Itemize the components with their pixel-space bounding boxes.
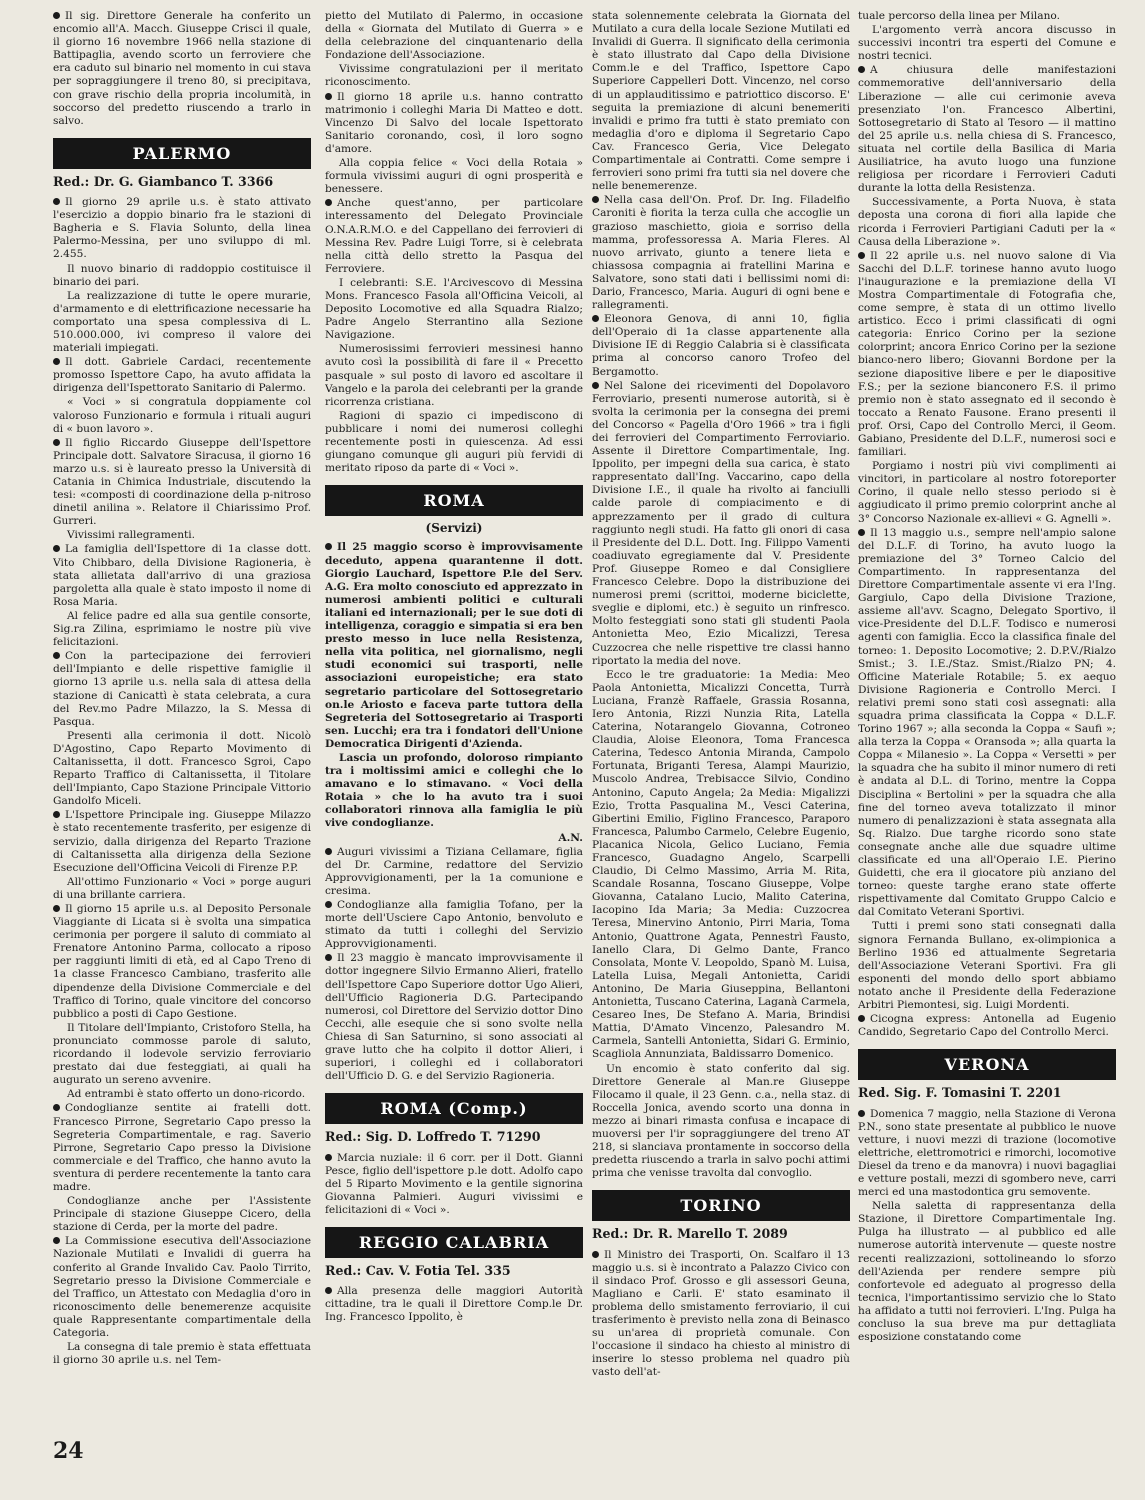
article-paragraph: Il giorno 18 aprile u.s. hanno contratto matrimonio i colleghi Maria Di Matteo e dott. Vincenzo Di Salvo del locale Ispettorato Sanitario coronando, così, il loro sogno d'amore. [325, 90, 583, 155]
article-paragraph: Il figlio Riccardo Giuseppe dell'Ispettore Principale dott. Salvatore Siracusa, il giorno 16 marzo u.s. si è laureato presso la Università di Catania in Chimica Industriale, discutendo la tesi: «composti di coordinazione della p-nitroso dinetil anilina ». Relatore il Chiarissimo Prof. Gurreri. [53, 436, 311, 528]
article-paragraph: Numerosissimi ferrovieri messinesi hanno avuto così la possibilità di fare il « Precetto pasquale » sul posto di lavoro ed ascoltare il Vangelo e la parola dei celebranti per la grande ricorrenza cristiana. [325, 343, 583, 408]
bullet-icon [592, 315, 599, 322]
article-paragraph: tuale percorso della linea per Milano. [858, 10, 1060, 22]
article-paragraph: pietto del Mutilato di Palermo, in occasione della « Giornata del Mutilato di Guerra » e della celebrazione del cinquantenario della Fondazione dell'Associazione. [325, 10, 583, 62]
section-banner-verona: VERONA [858, 1049, 1116, 1080]
article-paragraph: Al felice padre ed alla sua gentile consorte, Sig.ra Zilina, esprimiamo le nostre più vive felicitazioni. [53, 609, 311, 649]
article-paragraph: Alla coppia felice « Voci della Rotaia » formula vivissimi auguri di ogni prosperità e benessere. [325, 157, 583, 196]
article-paragraph: Il dott. Gabriele Cardaci, recentemente promosso Ispettore Capo, ha avuto affidata la dirigenza dell'Ispettorato Sanitario di Palermo. [53, 356, 311, 395]
column-3 [592, 10, 850, 1428]
bullet-icon [592, 1251, 599, 1258]
article-paragraph: Eleonora Genova, di anni 10, figlia dell'Operaio di 1a classe appartenente alla Divisione IE di Reggio Calabria si è classificata prima al concorso canoro Trofeo del Bergamotto. [592, 313, 850, 378]
bullet-icon [53, 439, 60, 446]
column-4 [858, 10, 1116, 1428]
article-paragraph: I celebranti: S.E. l'Arcivescovo di Messina Mons. Francesco Fasola all'Officina Veicoli, al Deposito Locomotive ed alla Squadra Rialzo; Padre Angelo Sterrantino alla Sezione Navigazione. [325, 276, 583, 342]
article-paragraph: Un encomio è stato conferito dal sig. Direttore Generale al Man.re Giuseppe Filocamo il quale, il 23 Genn. c.a., nella staz. di Roccella Jonica, avendo scorto una donna in mezzo ai binari rimasta confusa e incapace di muoversi per l'ir sopraggiungere del treno AT 218, si slanciava prontamente in soccorso della predetta riuscendo a trarla in salvo pochi attimi prima che venisse travolta dal convoglio. [592, 1062, 850, 1180]
bullet-icon [53, 358, 60, 365]
article-paragraph: Il Titolare dell'Impianto, Cristoforo Stella, ha pronunciato commosse parole di saluto, ricordando il lodevole servizio ferroviario prestato dai due festeggiati, ai quali ha augurato un sereno avvenire. [53, 1021, 311, 1087]
section-banner-torino: TORINO [592, 1190, 850, 1221]
article-paragraph: Condoglianze anche per l'Assistente Principale di stazione Giuseppe Cicero, della stazione di Cerda, per la morte del padre. [53, 1195, 311, 1234]
bullet-icon [325, 954, 332, 961]
column-1 [53, 10, 311, 1428]
bullet-icon [53, 545, 60, 552]
article-paragraph: All'ottimo Funzionario « Voci » porge auguri di una brillante carriera. [53, 875, 311, 901]
article-paragraph: Successivamente, a Porta Nuova, è stata deposta una corona di fiori alla lapide che ricorda i Ferrovieri Partigiani Caduti per la « Causa della Liberazione ». [858, 196, 1116, 248]
section-editor-torino: Red.: Dr. R. Marello T. 2089 [592, 1226, 788, 1242]
bullet-icon [858, 66, 865, 73]
article-paragraph: Il 23 maggio è mancato improvvisamente il dottor ingegnere Silvio Ermanno Alieri, fratello dell'Ispettore Capo Superiore dottor Ugo Alieri, dell'Ufficio Ragioneria D.G. Partecipando numerosi, col Direttore del Servizio dottor Dino Cecchi, alle esequie che si sono svolte nella Chiesa di San Saturnino, si sono associati al grave lutto che ha colpito il dottor Alieri, i superiori, i colleghi ed i collaboratori dell'Ufficio D. G. e del Servizio Ragioneria. [325, 952, 583, 1083]
bullet-icon [53, 652, 60, 659]
article-paragraph: Il giorno 15 aprile u.s. al Deposito Personale Viaggiante di Licata si è svolta una simpatica cerimonia per porgere il saluto di commiato al Frenatore Antonino Parma, collocato a riposo per raggiunti limiti di età, ed al Capo Treno di 1a classe Francesco Cambiano, trasferito alle dipendenze della Divisione Commerciale e del Traffico di Torino, quale vincitore del concorso pubblico a posti di Capo Gestione. [53, 903, 311, 1020]
article-encomio-crisci: Il sig. Direttore Generale ha conferito un encomio all'A. Macch. Giuseppe Crisci il quale, il giorno 16 novembre 1966 nella stazione di Battipaglia, avendo scorto un ferroviere che era caduto sul binario nel momento in cui stava per sopraggiungere il treno 80, si precipitava, con grave rischio della propria incolumità, in soccorso del predetto riuscendo a trarlo in salvo. [53, 10, 311, 127]
bullet-icon [53, 1104, 60, 1111]
section-editor-verona: Red. Sig. F. Tomasini T. 2201 [858, 1085, 1062, 1101]
section-banner-roma-comp: ROMA (Comp.) [325, 1093, 583, 1124]
article-paragraph: Nella saletta di rappresentanza della Stazione, il Direttore Compartimentale Ing. Pulga ha illustrato — al pubblico ed alle numerose autorità intervenute — queste nostre recenti realizzazioni, sottolineando lo sforzo dell'Azienda per rendere sempre più confortevole ed adeguato al progresso della tecnica, l'importantissimo servizio che lo Stato ha affidato a tutti noi ferrovieri. L'Ing. Pulga ha concluso la sua breve ma pur dettagliata esposizione constatando come [858, 1200, 1116, 1344]
article-paragraph: Vivissimi rallegramenti. [67, 529, 196, 542]
article-paragraph: Ragioni di spazio ci impediscono di pubblicare i nomi dei numerosi colleghi recentemente posti in quiescenza. Ad essi giungano comunque gli auguri più fervidi di meritato riposo da parte di « Voci ». [325, 409, 583, 475]
article-paragraph: Marcia nuziale: il 6 corr. per il Dott. Gianni Pesce, figlio dell'ispettore p.le dott. Adolfo capo del 5 Riparto Movimento e la gentile signorina Giovanna Palmieri. Auguri vivissimi e felicitazioni di « Voci ». [325, 1151, 583, 1216]
article-paragraph: Domenica 7 maggio, nella Stazione di Verona P.N., sono state presentate al pubblico le nuove vetture, i nuovi mezzi di trazione (locomotive elettriche, elettromotrici e rimorchi, locomotive Diesel da treno e da manovra) i nuovi bagagliai e vetture postali, mezzi di sgombero neve, carri merci ed una mastodontica gru semovente. [858, 1107, 1116, 1199]
bullet-icon [53, 1237, 60, 1244]
bullet-icon [53, 811, 60, 818]
section-banner-reggio-calabria: REGGIO CALABRIA [325, 1227, 583, 1258]
article-paragraph: Nella casa dell'On. Prof. Dr. Ing. Filadelfio Caroniti è fiorita la terza culla che accoglie un grazioso maschietto, gioia e sorriso della mamma, professoressa A. Maria Fleres. Al nuovo arrivato, giunto a tenere lieta e chiassosa compagnia ai fratellini Marina e Salvatore, sono stati dati i bellissimi nomi di: Dario, Francesco, Maria. Auguri di ogni bene e rallegramenti. [592, 194, 850, 312]
article-paragraph: La realizzazione di tutte le opere murarie, d'armamento e di elettrificazione necessarie ha comportato una spesa complessiva di L. 510.000.000, ivi compreso il valore dei materiali impiegati. [53, 289, 311, 355]
article-paragraph: Il 13 maggio u.s., sempre nell'ampio salone del D.L.F. di Torino, ha avuto luogo la premiazione del 3° Torneo Calcio del Compartimento. In rappresentanza del Direttore Compartimentale assente vi era l'Ing. Gargiulo, Capo della Divisione Trazione, assieme all'avv. Scagno, Delegato Sportivo, il vice-Presidente del D.L.F. Todisco e numerosi agenti con famiglia. Ecco la classifica finale del torneo: 1. Deposito Locomotive; 2. D.P.V./Rialzo Smist.; 3. I.E./Staz. Smist./Rialzo PN; 4. Officine Materiale Rotabile; 5. ex aequo Divisione Ragioneria e Controllo Merci. I relativi premi sono stati così assegnati: alla squadra prima classificata la Coppa « D.L.F. Torino 1967 »; alla seconda la Coppa « Saufi »; alla terza la Coppa « Oransoda »; alla quarta la Coppa « Milanesio ». La Coppa « Versetti » per la squadra che ha subito il minor numero di reti è andata al D.L. di Torino, mentre la Coppa Disciplina « Bertolini » per la squadra che alla fine del torneo aveva totalizzato il minor numero di penalizzazioni è stata assegnata alla Sq. Rialzo. Due targhe ricordo sono state consegnate anche alle due squadre ultime classificate ed una all'Operaio I.E. Pierino Guidetti, che era il giocatore più anziano del torneo: queste targhe erano state offerte rispettivamente dal Comitato Gruppo Calcio e dal Comitato Veterani Sportivi. [858, 526, 1116, 919]
article-paragraph: « Voci » si congratula doppiamente col valoroso Funzionario e formula i rituali auguri di « buon lavoro ». [53, 396, 311, 435]
article-paragraph: Anche quest'anno, per particolare interessamento del Delegato Provinciale O.N.A.R.M.O. e del Cappellano dei ferrovieri di Messina Rev. Padre Luigi Torre, si è celebrata nella città dello stretto la Pasqua del Ferroviere. [325, 197, 583, 275]
article-paragraph: Alla presenza delle maggiori Autorità cittadine, tra le quali il Direttore Comp.le Dr. Ing. Francesco Ippolito, è [325, 1285, 583, 1324]
article-paragraph: Il 22 aprile u.s. nel nuovo salone di Via Sacchi del D.L.F. torinese hanno avuto luogo l'inaugurazione e la premiazione della VI Mostra Compartimentale di Fotografia che, come sempre, è stata di un ottimo livello artistico. Ecco i primi classificati di ogni categoria: Enrico Corino per la sezione colorprint; ancora Enrico Corino per la sezione bianco-nero libero; Giovanni Bordone per la sezione diapositive libere e per le diapositive F.S.; per la sezione bianconero F.S. il primo premio non è stato assegnato ed il secondo è toccato a Renato Fausone. Erano presenti il prof. Orsi, Capo del Controllo Merci, il Geom. Gabiano, Presidente del D.L.F., numerosi soci e familiari. [858, 249, 1116, 459]
article-paragraph: Il 25 maggio scorso è improvvisamente deceduto, appena quarantenne il dott. Giorgio Lauchard, Ispettore P.le del Serv. A.G. Era molto conosciuto ed apprezzato in numerosi ambienti politici e culturali italiani ed internazionali; per le sue doti di intelligenza, coraggio e simpatia si era ben presto messo in luce nella Resistenza, nella vita politica, nel giornalismo, negli studi economici sui trasporti, nelle associazioni europeistiche; era stato segretario particolare del Sottosegretario on.le Ariosto e faceva parte tuttora della Segreteria del Sottosegretario ai Trasporti sen. Lucchi; era tra i fondatori dell'Unione Democratica Dirigenti d'Azienda. [325, 541, 583, 750]
article-paragraph: stata solennemente celebrata la Giornata del Mutilato a cura della locale Sezione Mutilati ed Invalidi di Guerra. Il significato della cerimonia è stato illustrato dal Capo della Divisione Comm.le e del Traffico, Ispettore Capo Superiore Cappelleri Dott. Vincenzo, nel corso di un applauditissimo e patriottico discorso. E' seguita la premiazione di alcuni benemeriti invalidi e primo fra tutti è stato premiato con medaglia d'oro e diploma il Segretario Capo Cav. Francesco Geria, Vice Delegato Compartimentale ai Contratti. Come sempre i ferrovieri sono primi fra tutti sia nel dovere che nelle benemerenze. [592, 10, 850, 193]
article-paragraph: Ecco le tre graduatorie: 1a Media: Meo Paola Antonietta, Micalizzi Concetta, Turrà Luciana, Franzè Raffaele, Grassia Rosanna, Iero Antonia, Rizzi Nunzia Rita, Latella Caterina, Notarangelo Giovanna, Cotroneo Claudia, Aloise Eleonora, Toma Francesca Caterina, Tedesco Antonia Miranda, Campolo Fortunata, Briganti Teresa, Alampi Maurizio, Muscolo Andrea, Trebisacce Silvio, Condino Antonino, Caputo Angela; 2a Media: Migalizzi Ezio, Trotta Pasqualina M., Vesci Caterina, Gibertini Emilio, Figlino Francesco, Paraporo Francesca, Palumbo Carmelo, Celebre Eugenio, Placanica Nicola, Gelico Luciano, Femia Francesco, Guadagno Angelo, Scarpelli Claudio, Di Celmo Massimo, Arria M. Rita, Scandale Rosanna, Toscano Giuseppe, Volpe Giovanna, Catalano Lucio, Malito Caterina, Iacopino Ida Maria; 3a Media: Cuzzocrea Teresa, Minervino Antonio, Pirri Maria, Toma Antonio, Quattrone Agata, Pennestrì Fausto, Ianello Clara, Di Gelmo Dante, Franco Consolata, Monte V. Leopoldo, Spanò M. Luisa, Latella Luisa, Megali Antonietta, Caridi Antonino, De Maria Giuseppina, Bellantoni Antonietta, Tuscano Caterina, Laganà Carmela, Cesareo Ines, De Stefano A. Maria, Brindisi Mattia, D'Amato Vincenzo, Palesandro M. Carmela, Santelli Antonietta, Sidari G. Erminio, Scagliola Annunziata, Baldissarro Domenico. [592, 668, 850, 1061]
bullet-icon [858, 1015, 865, 1022]
article-paragraph: Ad entrambi è stato offerto un dono-ricordo. [67, 1088, 306, 1101]
article-paragraph: L'argomento verrà ancora discusso in successivi incontri tra esperti del Comune e nostri tecnici. [858, 24, 1116, 63]
article-paragraph: L'Ispettore Principale ing. Giuseppe Milazzo è stato recentemente trasferito, per esigenze di servizio, dalla dirigenza del Reparto Trazione di Caltanissetta alla dirigenza della Sezione Esecuzione dell'Officina Veicoli di Firenze P.P. [53, 809, 311, 874]
article-paragraph: Porgiamo i nostri più vivi complimenti ai vincitori, in particolare al nostro fotoreporter Corino, il quale nello stesso periodo si è aggiudicato il primo premio colorprint anche al 3° Concorso Nazionale ex-allievi « G. Agnelli ». [858, 460, 1116, 525]
section-editor-roma-comp: Red.: Sig. D. Loffredo T. 71290 [325, 1129, 541, 1145]
bullet-icon [325, 543, 332, 550]
article-paragraph: Il giorno 29 aprile u.s. è stato attivato l'esercizio a doppio binario fra le stazioni di Bagheria e S. Flavia Solunto, della linea Palermo-Messina, per uno sviluppo di ml. 2.455. [53, 196, 311, 261]
article-paragraph: A chiusura delle manifestazioni commemorative dell'anniversario della Liberazione — alle cui cerimonie aveva presenziato l'on. Francesco Albertini, Sottosegretario di Stato al Tesoro — il mattino del 25 aprile u.s. nella chiesa di S. Francesco, situata nel cortile della Basilica di Maria Ausiliatrice, ha avuto luogo una funzione religiosa per ricordare i Ferrovieri Caduti durante la lotta della Resistenza. [858, 64, 1116, 195]
bullet-icon [325, 901, 332, 908]
bullet-icon [53, 905, 60, 912]
article-paragraph: Auguri vivissimi a Tiziana Cellamare, figlia del Dr. Carmine, redattore del Servizio Approvvigionamenti, per la 1a comunione e cresima. [325, 845, 583, 897]
section-banner-palermo: PALERMO [53, 138, 311, 169]
article-paragraph: Condoglianze sentite ai fratelli dott. Francesco Pirrone, Segretario Capo presso la Segreteria Compartimentale, e rag. Saverio Pirrone, Segretario Capo presso la Divisione commerciale e del Traffico, che hanno avuto la sventura di perdere recentemente la tanto cara madre. [53, 1102, 311, 1193]
article-paragraph: La Commissione esecutiva dell'Associazione Nazionale Mutilati e Invalidi di guerra ha conferito al Grande Invalido Cav. Paolo Tirrito, Segretario presso la Divisione Commerciale e del Traffico, un Attestato con Medaglia d'oro in riconoscimento delle benemerenze acquisite quale Rappresentante compartimentale della Categoria. [53, 1235, 311, 1339]
bullet-icon [858, 529, 865, 536]
section-banner-roma: ROMA [325, 485, 583, 516]
article-paragraph: Lascia un profondo, doloroso rimpianto tra i moltissimi amici e colleghi che lo amavano e lo stimavano. « Voci della Rotaia » che lo ha avuto tra i suoi collaboratori rinnova alla famiglia le più vive condoglianze. [325, 751, 583, 830]
bullet-icon [325, 93, 332, 100]
article-paragraph: Vivissime congratulazioni per il meritato riconoscimento. [325, 63, 583, 89]
bullet-icon [325, 1154, 332, 1161]
section-editor-palermo: Red.: Dr. G. Giambanco T. 3366 [53, 173, 274, 189]
column-2 [325, 10, 583, 1428]
article-paragraph: Condoglianze alla famiglia Tofano, per la morte dell'Usciere Capo Antonio, benvoluto e stimato da tutti i colleghi del Servizio Approvvigionamenti. [325, 899, 583, 951]
page-number: 24 [53, 1438, 84, 1464]
article-paragraph: Il Ministro dei Trasporti, On. Scalfaro il 13 maggio u.s. si è incontrato a Palazzo Civico con il sindaco Prof. Grosso e gli assessori Geuna, Magliano e Carli. E' stato esaminato il problema dello smistamento ferroviario, il cui trasferimento è previsto nella zona di Beinasco su un'area di proprietà comunale. Con l'occasione il sindaco ha chiesto al ministro di inserire lo stesso problema nel quadro più vasto dell'at- [592, 1248, 850, 1379]
article-paragraph: Presenti alla cerimonia il dott. Nicolò D'Agostino, Capo Reparto Movimento di Caltanissetta, il dott. Francesco Sgroi, Capo Reparto Traffico di Caltanissetta, il Titolare dell'Impianto, Capo Stazione Principale Vittorio Gandolfo Miceli. [53, 729, 311, 808]
article-paragraph: Cicogna express: Antonella ad Eugenio Candido, Segretario Capo del Controllo Merci. [858, 1013, 1116, 1039]
article-paragraph: Nel Salone dei ricevimenti del Dopolavoro Ferroviario, presenti numerose autorità, si è svolta la cerimonia per la consegna dei premi del Concorso « Pagella d'Oro 1966 » tra i figli dei ferrovieri del Compartimento Ferroviario. Assente il Direttore Compartimentale, Ing. Ippolito, per impegni della sua carica, è stato rappresentato dall'Ing. Vaccarino, capo della Divisione I.E., il quale ha rivolto ai fanciulli calde parole di compiacimento e di apprezzamento per il grado di cultura raggiunto negli studi. Ha fatto gli onori di casa il Presidente del D.L. Dott. Ing. Filippo Vamenti coadiuvato egregiamente dal V. Presidente Prof. Giuseppe Romeo e dal Consigliere Francesco Celebre. Dopo la distribuzione dei numerosi premi (scrittoi, moderne biciclette, sveglie e diplomi, etc.) è seguito un rinfresco. Molto festeggiati sono stati gli studenti Paola Antonietta Meo, Ezio Micalizzi, Teresa Cuzzocrea che nelle rispettive tre classi hanno riportato la media del nove. [592, 379, 850, 667]
signature: A.N. [558, 831, 583, 844]
bullet-icon [592, 196, 599, 203]
article-paragraph: Tutti i premi sono stati consegnati dalla signora Fernanda Bullano, ex-olimpionica a Berlino 1936 ed attualmente Segretaria dell'Associazione Veterani Sportivi. Fra gli esponenti del mondo dello sport abbiamo notato anche il Presidente della Federazione Arbitri Piemontesi, sig. Luigi Mordenti. [858, 920, 1116, 1012]
bullet-icon [858, 252, 865, 259]
bullet-icon [325, 199, 332, 206]
article-paragraph: Con la partecipazione dei ferrovieri dell'Impianto e delle rispettive famiglie il giorno 13 aprile u.s. nella sala di attesa della stazione di Canicattì è stata celebrata, a cura del Rev.mo Padre Milazzo, la S. Messa di Pasqua. [53, 650, 311, 728]
bullet-icon [53, 12, 60, 19]
section-editor-reggio-calabria: Red.: Cav. V. Fotia Tel. 335 [325, 1263, 511, 1279]
bullet-icon [53, 198, 60, 205]
article-paragraph: La famiglia dell'Ispettore di 1a classe dott. Vito Chibbaro, della Divisione Ragioneria, è stata allietata dall'arrivo di una graziosa pargoletta alla quale è stato imposto il nome di Rosa Maria. [53, 543, 311, 608]
article-paragraph: La consegna di tale premio è stata effettuata il giorno 30 aprile u.s. nel Tem- [53, 1341, 311, 1367]
bullet-icon [592, 382, 599, 389]
section-subtitle-servizi: (Servizi) [425, 521, 483, 536]
bullet-icon [325, 1287, 332, 1294]
bullet-icon [858, 1110, 865, 1117]
bullet-icon [325, 848, 332, 855]
article-paragraph: Il nuovo binario di raddoppio costituisce il binario dei pari. [53, 262, 311, 288]
